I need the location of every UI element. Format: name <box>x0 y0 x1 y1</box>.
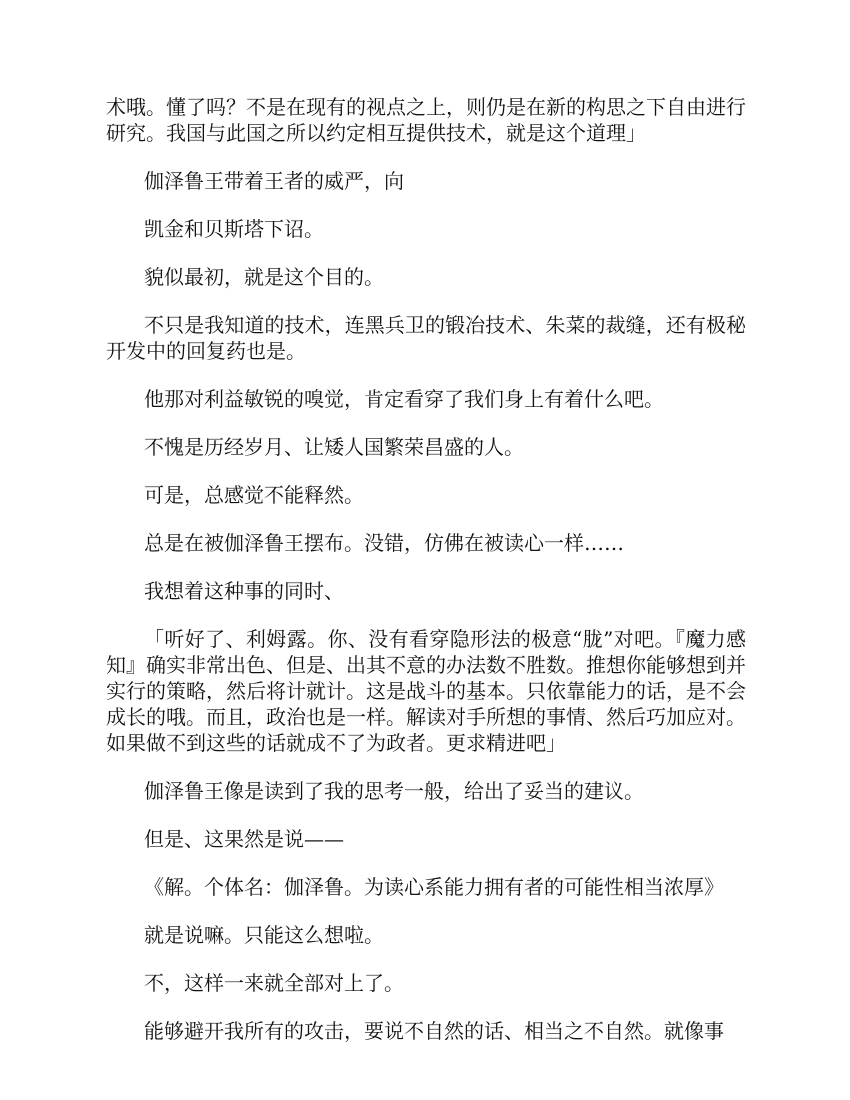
paragraph-6: 他那对利益敏锐的嗅觉，肯定看穿了我们身上有着什么吧。 <box>144 387 664 411</box>
paragraph-10: 我想着这种事的同时、 <box>144 579 344 603</box>
paragraph-13: 但是、这果然是说—— <box>144 827 344 851</box>
paragraph-17: 能够避开我所有的攻击，要说不自然的话、相当之不自然。就像事 <box>144 1019 724 1043</box>
paragraph-16: 不，这样一来就全部对上了。 <box>144 971 404 995</box>
paragraph-12: 伽泽鲁王像是读到了我的思考一般，给出了妥当的建议。 <box>144 779 644 803</box>
paragraph-15: 就是说嘛。只能这么想啦。 <box>144 923 384 947</box>
paragraph-5: 不只是我知道的技术，连黑兵卫的锻冶技术、朱菜的裁缝，还有极秘开发中的回复药也是。 <box>106 313 746 363</box>
paragraph-4: 貌似最初，就是这个目的。 <box>144 265 384 289</box>
paragraph-8: 可是，总感觉不能释然。 <box>144 483 364 507</box>
paragraph-3: 凯金和贝斯塔下诏。 <box>144 217 324 241</box>
paragraph-7: 不愧是历经岁月、让矮人国繁荣昌盛的人。 <box>144 435 524 459</box>
paragraph-2: 伽泽鲁王带着王者的威严，向 <box>144 169 404 193</box>
paragraph-14: 《解。个体名：伽泽鲁。为读心系能力拥有者的可能性相当浓厚》 <box>144 875 724 899</box>
paragraph-11: 「听好了、利姆露。你、没有看穿隐形法的极意“胧”对吧。『魔力感知』确实非常出色、但是、出其不意的办法数不胜数。推想你能够想到并实行的策略，然后将计就计。这是战斗的基本。只依靠能力的话，是不会成长的哦。而且，政治也是一样。解读对手所想的事情、然后巧加应对。如果做不到这些的话就成不了为政者。更求精进吧」 <box>106 627 746 755</box>
paragraph-1: 术哦。懂了吗？不是在现有的视点之上，则仍是在新的构思之下自由进行研究。我国与此国之所以约定相互提供技术，就是这个道理」 <box>106 95 746 145</box>
paragraph-9: 总是在被伽泽鲁王摆布。没错，仿佛在被读心一样…… <box>144 531 624 555</box>
